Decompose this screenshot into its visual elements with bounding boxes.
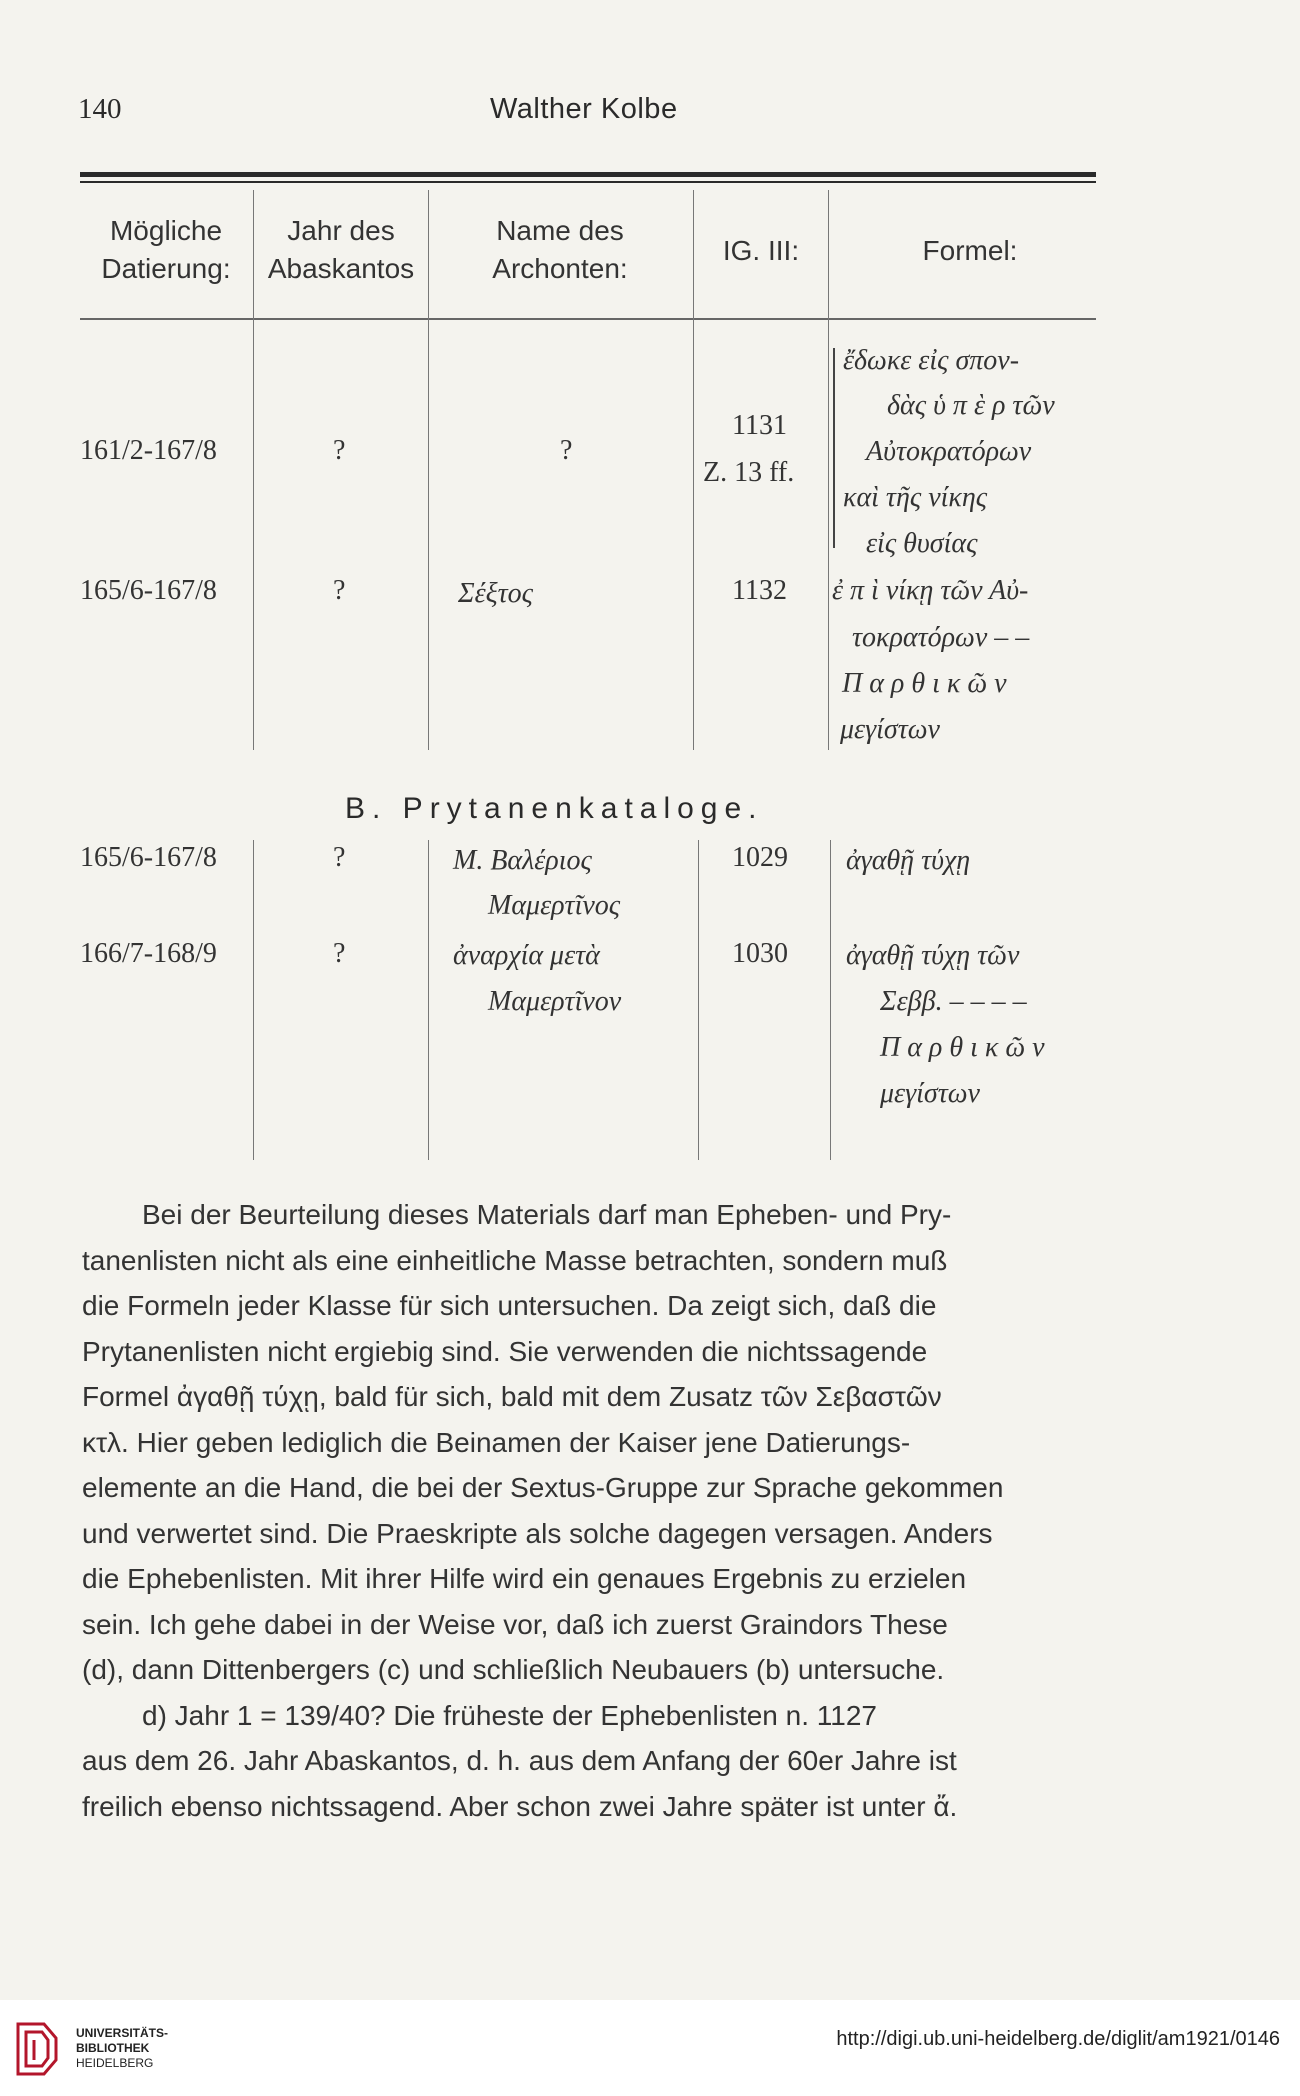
library-logo-icon [14, 2020, 60, 2082]
column-header-archon: Name des Archonten: [492, 215, 628, 284]
body-line-4: Prytanenlisten nicht ergiebig sind. Sie verwenden die nichtssagende [82, 1335, 928, 1367]
row2-archon: Σέξτος [458, 578, 534, 609]
col-divider-3b [698, 840, 699, 1160]
row2-year: ? [333, 575, 346, 606]
row4-archon-line-2: Μαμερτῖνον [488, 986, 622, 1017]
row1-archon: ? [560, 435, 573, 466]
col-divider-4 [828, 190, 829, 750]
row1-year: ? [333, 435, 346, 466]
row1-formula-line-4: καὶ τῆς νίκης [843, 482, 988, 513]
col-divider-2 [428, 190, 429, 750]
row4-formula-line-1: ἀγαθῇ τύχῃ τῶν [846, 940, 1020, 971]
row4-dating: 166/7-168/9 [80, 938, 217, 969]
body-line-9: die Ephebenlisten. Mit ihrer Hilfe wird ein genaues Ergebnis zu erzielen [82, 1563, 967, 1594]
body-line-2: tanenlisten nicht als eine einheitliche Masse betrachten, sondern muß [82, 1244, 948, 1276]
row1-formula-line-1: ἔδωκε εἰς σπον- [843, 345, 1020, 376]
col-divider-1b [253, 840, 254, 1160]
row2-formula-line-3: Π α ρ θ ι κ ῶ ν [842, 668, 1007, 699]
logo-line-2: BIBLIOTHEK [76, 2041, 150, 2055]
logo-line-3: HEIDELBERG [76, 2056, 154, 2070]
body-paragraph [82, 1192, 1102, 1829]
column-header-year: Jahr des Abaskantos [267, 215, 415, 284]
row4-formula-line-3: Π α ρ θ ι κ ῶ ν [880, 1032, 1045, 1063]
row3-year: ? [333, 842, 346, 873]
row1-dating: 161/2-167/8 [80, 435, 217, 466]
row2-formula-line-2: τοκρατόρων – – [852, 622, 1030, 653]
row3-dating: 165/6-167/8 [80, 842, 217, 873]
column-header-formula: Formel: [922, 235, 1018, 266]
row4-ig: 1030 [732, 938, 788, 969]
formula-brace [833, 348, 835, 548]
row1-formula-line-3: Αὐτοκρατόρων [866, 436, 1032, 467]
running-head-author: Walther Kolbe [490, 93, 678, 125]
table-top-rule-thick [80, 172, 1096, 177]
row3-formula-line-1: ἀγαθῇ τύχῃ [846, 845, 971, 876]
body-line-10: sein. Ich gehe dabei in der Weise vor, daß ich zuerst Graindors These [82, 1608, 948, 1640]
row4-formula-line-2: Σεββ. – – – – [880, 986, 1027, 1017]
col-divider-1 [253, 190, 254, 750]
body-line-12: d) Jahr 1 = 139/40? Die früheste der Ephebenlisten n. 1127 [142, 1699, 877, 1731]
logo-line-1: UNIVERSITÄTS- [76, 2026, 169, 2040]
body-line-1: Bei der Beurteilung dieses Materials darf man Epheben- und Pry- [142, 1199, 952, 1230]
footer-bar [0, 2000, 1300, 2096]
row2-dating: 165/6-167/8 [80, 575, 217, 606]
row3-ig: 1029 [732, 842, 788, 873]
row3-archon-line-2: Μαμερτῖνος [488, 890, 621, 921]
row1-ig-line: Z. 13 ff. [703, 457, 795, 488]
row1-ig: 1131 [732, 410, 787, 441]
col-divider-3 [693, 190, 694, 750]
column-header-ig: IG. III: [722, 235, 800, 266]
row4-year: ? [333, 938, 346, 969]
row4-archon-line-1: ἀναρχία μετὰ [453, 940, 600, 971]
body-line-7: elemente an die Hand, die bei der Sextus-Gruppe zur Sprache gekommen [82, 1472, 1004, 1503]
row1-formula-line-5: εἰς θυσίας [866, 528, 978, 559]
col-divider-2b [428, 840, 429, 1160]
source-url-link[interactable]: http://digi.ub.uni-heidelberg.de/diglit/am1921/0146 [836, 2028, 1280, 2050]
row1-formula-line-2: δὰς ὑ π ὲ ρ τῶν [887, 390, 1055, 421]
body-line-6: κτλ. Hier geben lediglich die Beinamen der Kaiser jene Datierungs- [82, 1426, 911, 1458]
body-line-14: freilich ebenso nichtssagend. Aber schon zwei Jahre später ist unter ἄ. [82, 1790, 958, 1822]
body-line-3: die Formeln jeder Klasse für sich untersuchen. Da zeigt sich, daß die [82, 1290, 937, 1321]
row4-formula-line-4: μεγίστων [880, 1078, 980, 1109]
body-line-13: aus dem 26. Jahr Abaskantos, d. h. aus dem Anfang der 60er Jahre ist [82, 1745, 957, 1776]
column-header-dating: Mögliche Datierung: [101, 215, 231, 284]
row2-formula-line-4: μεγίστων [840, 714, 940, 745]
body-line-5: Formel ἀγαθῇ τύχῃ, bald für sich, bald mit dem Zusatz τῶν Σεβαστῶν [82, 1381, 942, 1412]
col-divider-4b [830, 840, 831, 1160]
table-top-rule-thin [80, 181, 1096, 183]
row2-formula-line-1: ἐ π ὶ νίκῃ τῶν Αὐ- [832, 575, 1029, 606]
page-number: 140 [78, 93, 122, 125]
library-logo-text [76, 2026, 168, 2071]
table-header-rule [80, 318, 1096, 320]
row3-archon-line-1: Μ. Βαλέριος [453, 845, 592, 876]
body-line-11: (d), dann Dittenbergers (c) und schließlich Neubauers (b) untersuche. [82, 1654, 945, 1685]
section-heading-prytanenkataloge: B. Prytanenkataloge. [345, 792, 764, 825]
body-line-8: und verwertet sind. Die Praeskripte als solche dagegen versagen. Anders [82, 1517, 993, 1549]
row2-ig: 1132 [732, 575, 787, 606]
